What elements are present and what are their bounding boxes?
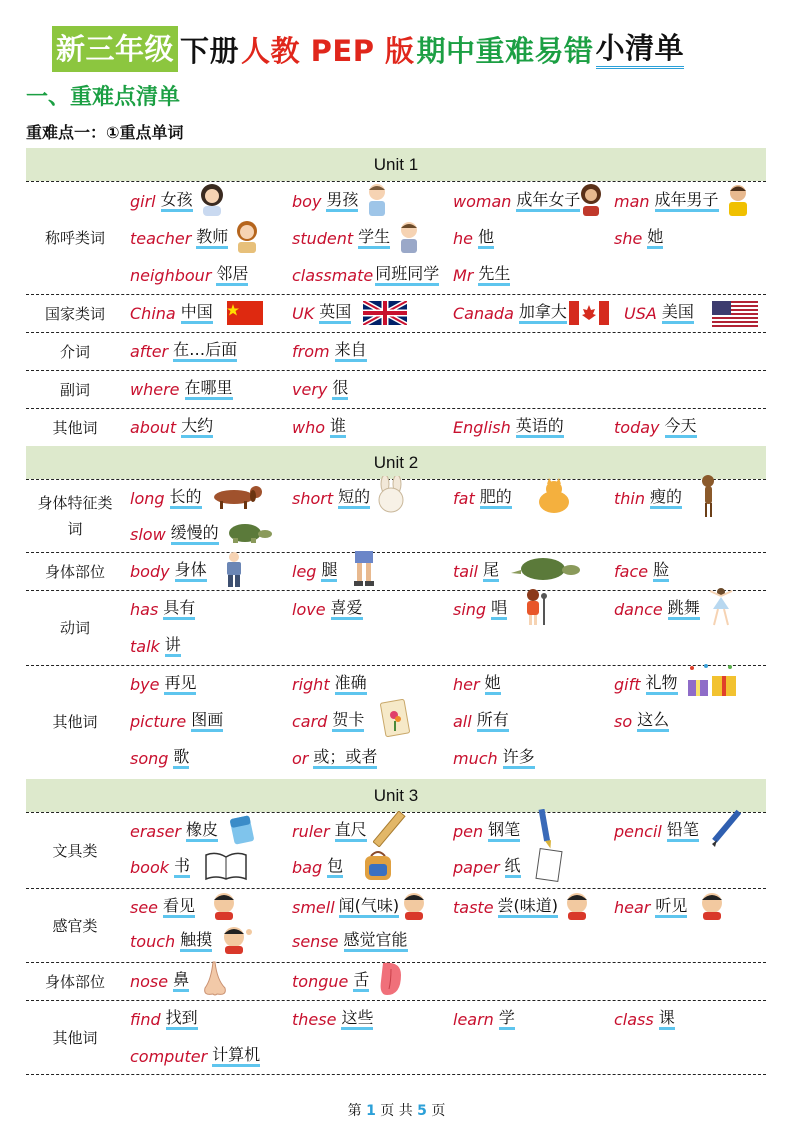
row-category: 身体特征类词 bbox=[37, 494, 113, 538]
word-zh: 课 bbox=[659, 1008, 675, 1030]
word-en: woman bbox=[453, 191, 512, 211]
word-en: computer bbox=[130, 1046, 208, 1066]
word-cell bbox=[130, 813, 258, 849]
word-cell bbox=[130, 849, 248, 885]
word-en: dance bbox=[614, 599, 663, 619]
word-en: Canada bbox=[453, 303, 514, 323]
word-zh: 学生 bbox=[358, 227, 390, 249]
word-en: these bbox=[292, 1009, 337, 1029]
table-row bbox=[26, 665, 766, 778]
word-en: has bbox=[130, 599, 159, 619]
word-cell bbox=[130, 628, 181, 664]
footer-suffix: 页 bbox=[431, 1103, 446, 1119]
word-zh: 成年女子 bbox=[516, 190, 580, 212]
teacher-icon bbox=[232, 219, 262, 257]
china-flag-icon bbox=[227, 301, 263, 325]
word-cell bbox=[614, 220, 663, 256]
word-zh: 身体 bbox=[175, 560, 207, 582]
word-zh: 来自 bbox=[335, 340, 367, 362]
uk-flag-icon bbox=[363, 301, 407, 325]
current-page-number: 1 bbox=[366, 1103, 376, 1119]
word-cell bbox=[614, 480, 720, 516]
word-cell bbox=[614, 183, 753, 219]
subheading: 重难点一：①重点单词 bbox=[26, 123, 184, 142]
word-en: pen bbox=[453, 821, 484, 841]
word-zh: 女孩 bbox=[161, 190, 193, 212]
girl-icon bbox=[197, 182, 227, 220]
word-zh: 具有 bbox=[163, 598, 195, 620]
word-zh: 成年男子 bbox=[655, 190, 719, 212]
word-cell bbox=[453, 183, 602, 219]
row-category: 文具类 bbox=[52, 841, 98, 860]
table-row bbox=[26, 962, 766, 1000]
word-zh: 计算机 bbox=[212, 1045, 260, 1067]
word-zh: 加拿大 bbox=[519, 302, 567, 324]
table-row bbox=[26, 552, 766, 590]
word-en: tail bbox=[453, 561, 478, 581]
word-en: touch bbox=[130, 931, 176, 951]
title-part-volume: 下册 bbox=[180, 33, 240, 68]
word-cell bbox=[453, 813, 556, 849]
row-category: 感官类 bbox=[52, 916, 98, 935]
table-row bbox=[26, 812, 766, 888]
word-cell bbox=[130, 703, 223, 739]
word-en: smell bbox=[292, 897, 335, 917]
word-cell bbox=[292, 257, 439, 293]
word-en: much bbox=[453, 748, 498, 768]
eraser-icon bbox=[228, 811, 258, 851]
word-zh: 喜爱 bbox=[331, 598, 363, 620]
word-zh: 男孩 bbox=[326, 190, 358, 212]
word-en: paper bbox=[453, 857, 500, 877]
card-icon bbox=[380, 699, 410, 743]
word-zh: 很 bbox=[332, 378, 348, 400]
tongue-icon bbox=[377, 961, 405, 1001]
word-en: taste bbox=[453, 897, 494, 917]
word-en: talk bbox=[130, 636, 160, 656]
man-icon bbox=[723, 182, 753, 220]
table-row bbox=[26, 888, 766, 962]
word-cell bbox=[130, 257, 248, 293]
word-en: thin bbox=[614, 488, 645, 508]
paper-icon bbox=[535, 847, 563, 887]
word-cell bbox=[130, 591, 195, 627]
word-cell bbox=[453, 409, 564, 445]
word-cell bbox=[614, 666, 742, 702]
word-zh: 教师 bbox=[196, 227, 228, 249]
word-cell bbox=[130, 963, 229, 999]
word-en: leg bbox=[292, 561, 317, 581]
section-heading: 一、重难点清单 bbox=[26, 85, 181, 110]
word-zh: 尝(味道) bbox=[498, 896, 559, 918]
word-en: who bbox=[292, 417, 326, 437]
word-en: he bbox=[453, 228, 473, 248]
word-cell bbox=[130, 295, 263, 331]
word-en: book bbox=[130, 857, 169, 877]
word-zh: 瘦的 bbox=[650, 487, 682, 509]
word-en: nose bbox=[130, 971, 169, 991]
word-cell bbox=[292, 666, 367, 702]
woman-icon bbox=[580, 182, 602, 220]
word-cell bbox=[292, 480, 408, 516]
word-en: class bbox=[614, 1009, 654, 1029]
table-bottom-border bbox=[26, 1074, 766, 1075]
word-cell bbox=[453, 553, 581, 589]
fat-cat-icon bbox=[536, 478, 572, 518]
word-cell bbox=[292, 553, 379, 589]
footer-prefix: 第 bbox=[347, 1103, 362, 1119]
word-en: girl bbox=[130, 191, 156, 211]
word-zh: 图画 bbox=[191, 710, 223, 732]
usa-flag-icon bbox=[712, 301, 758, 325]
word-cell bbox=[453, 849, 563, 885]
word-zh: 铅笔 bbox=[667, 820, 699, 842]
bag-icon bbox=[361, 848, 395, 886]
hear-icon bbox=[697, 890, 727, 924]
word-zh: 美国 bbox=[662, 302, 694, 324]
table-row bbox=[26, 370, 766, 408]
word-en: learn bbox=[453, 1009, 494, 1029]
table-row bbox=[26, 479, 766, 552]
word-cell bbox=[614, 813, 743, 849]
word-en: picture bbox=[130, 711, 187, 731]
word-en: tongue bbox=[292, 971, 349, 991]
word-cell bbox=[292, 333, 367, 369]
word-cell bbox=[130, 516, 273, 552]
word-cell bbox=[453, 1001, 515, 1037]
unit-3-bar: Unit 3 bbox=[26, 779, 766, 812]
student-icon bbox=[394, 219, 424, 257]
thin-dog-icon bbox=[696, 473, 720, 523]
word-zh: 大约 bbox=[181, 416, 213, 438]
word-en: see bbox=[130, 897, 159, 917]
row-category: 国家类词 bbox=[44, 304, 105, 323]
word-zh: 他 bbox=[478, 227, 494, 249]
word-cell bbox=[614, 409, 697, 445]
word-zh: 触摸 bbox=[180, 930, 212, 952]
word-zh: 中国 bbox=[181, 302, 213, 324]
word-en: classmate bbox=[292, 265, 374, 285]
touch-icon bbox=[220, 924, 254, 958]
word-cell bbox=[292, 813, 407, 849]
word-en: her bbox=[453, 674, 480, 694]
footer-middle: 页 共 bbox=[380, 1103, 413, 1119]
word-zh: 先生 bbox=[478, 264, 510, 286]
word-cell bbox=[292, 220, 424, 256]
word-cell bbox=[130, 409, 213, 445]
word-cell bbox=[292, 849, 395, 885]
word-en: English bbox=[453, 417, 511, 437]
book-icon bbox=[204, 849, 248, 885]
word-zh: 脸 bbox=[653, 560, 669, 582]
word-en: UK bbox=[292, 303, 315, 323]
word-en: so bbox=[614, 711, 633, 731]
boy-icon bbox=[362, 182, 392, 220]
word-zh: 看见 bbox=[163, 896, 195, 918]
word-zh: 学 bbox=[499, 1008, 515, 1030]
page-title bbox=[52, 26, 684, 72]
word-zh: 肥的 bbox=[480, 487, 512, 509]
turtle-icon bbox=[223, 520, 273, 548]
word-en: bye bbox=[130, 674, 160, 694]
word-zh: 或；或者 bbox=[313, 747, 377, 769]
word-zh: 腿 bbox=[321, 560, 337, 582]
word-cell bbox=[130, 923, 254, 959]
unit-2-bar: Unit 2 bbox=[26, 446, 766, 479]
word-cell bbox=[453, 740, 535, 776]
word-zh: 唱 bbox=[491, 598, 507, 620]
word-en: after bbox=[130, 341, 169, 361]
word-zh: 英语的 bbox=[516, 416, 564, 438]
word-zh: 鼻 bbox=[173, 970, 189, 992]
word-en: teacher bbox=[130, 228, 192, 248]
pencil-icon bbox=[709, 809, 743, 853]
word-cell bbox=[614, 703, 669, 739]
word-cell bbox=[292, 963, 405, 999]
word-zh: 同班同学 bbox=[375, 264, 439, 286]
word-en: man bbox=[614, 191, 650, 211]
row-category: 称呼类词 bbox=[44, 229, 105, 247]
word-cell bbox=[130, 553, 247, 589]
word-en: sing bbox=[453, 599, 487, 619]
word-cell bbox=[292, 295, 407, 331]
word-zh: 闻(气味) bbox=[339, 896, 400, 918]
word-zh: 包 bbox=[327, 856, 343, 878]
word-cell bbox=[453, 295, 609, 331]
word-en: long bbox=[130, 488, 165, 508]
word-cell bbox=[453, 480, 572, 516]
dancer-icon bbox=[704, 587, 738, 631]
word-zh: 直尺 bbox=[335, 820, 367, 842]
table-row bbox=[26, 1000, 766, 1075]
word-zh: 礼物 bbox=[646, 673, 678, 695]
word-cell bbox=[453, 666, 501, 702]
smell-icon bbox=[399, 890, 429, 924]
see-icon bbox=[209, 890, 239, 924]
row-category: 介词 bbox=[59, 342, 90, 361]
word-zh: 书 bbox=[174, 856, 190, 878]
word-en: very bbox=[292, 379, 328, 399]
word-cell bbox=[614, 889, 727, 925]
word-en: today bbox=[614, 417, 660, 437]
word-zh: 钢笔 bbox=[488, 820, 520, 842]
word-zh: 橡皮 bbox=[186, 820, 218, 842]
title-part-edition: 人教 PEP 版 bbox=[241, 33, 415, 68]
table-row bbox=[26, 590, 766, 665]
word-cell bbox=[130, 333, 237, 369]
word-cell bbox=[453, 591, 551, 627]
word-cell bbox=[292, 923, 408, 959]
table-row bbox=[26, 294, 766, 332]
word-cell bbox=[130, 183, 227, 219]
word-en: boy bbox=[292, 191, 322, 211]
word-cell bbox=[614, 553, 669, 589]
word-en: find bbox=[130, 1009, 161, 1029]
word-cell bbox=[130, 220, 262, 256]
word-en: student bbox=[292, 228, 354, 248]
singer-icon bbox=[521, 587, 551, 631]
word-en: short bbox=[292, 488, 334, 508]
word-en: or bbox=[292, 748, 309, 768]
turtle-tail-icon bbox=[511, 554, 581, 588]
row-category: 其他词 bbox=[52, 1029, 98, 1047]
word-en: right bbox=[292, 674, 330, 694]
word-zh: 尾 bbox=[483, 560, 499, 582]
word-en: where bbox=[130, 379, 180, 399]
word-cell bbox=[292, 1001, 373, 1037]
word-cell bbox=[292, 591, 363, 627]
word-zh: 长的 bbox=[170, 487, 202, 509]
word-en: pencil bbox=[614, 821, 662, 841]
word-zh: 这么 bbox=[637, 710, 669, 732]
row-category: 其他词 bbox=[52, 418, 98, 437]
word-en: song bbox=[130, 748, 169, 768]
title-part-list: 小清单 bbox=[596, 30, 685, 69]
rabbit-icon bbox=[374, 476, 408, 520]
word-cell bbox=[292, 740, 377, 776]
word-zh: 贺卡 bbox=[332, 710, 364, 732]
word-zh: 今天 bbox=[665, 416, 697, 438]
taste-icon bbox=[562, 890, 592, 924]
word-en: eraser bbox=[130, 821, 181, 841]
word-zh: 邻居 bbox=[216, 264, 248, 286]
word-en: from bbox=[292, 341, 330, 361]
ruler-icon bbox=[373, 811, 407, 851]
word-cell bbox=[292, 889, 429, 925]
word-zh: 短的 bbox=[338, 487, 370, 509]
word-en: body bbox=[130, 561, 170, 581]
word-zh: 再见 bbox=[164, 673, 196, 695]
word-cell bbox=[292, 183, 392, 219]
word-cell bbox=[130, 1001, 198, 1037]
title-part-grade: 新三年级 bbox=[52, 26, 178, 72]
word-cell bbox=[130, 666, 196, 702]
word-en: she bbox=[614, 228, 643, 248]
word-zh: 歌 bbox=[173, 747, 189, 769]
word-cell bbox=[130, 1038, 260, 1074]
word-zh: 跳舞 bbox=[668, 598, 700, 620]
word-cell bbox=[292, 409, 346, 445]
page-footer bbox=[0, 1100, 793, 1120]
word-en: sense bbox=[292, 931, 339, 951]
word-cell bbox=[453, 889, 592, 925]
table-row bbox=[26, 332, 766, 370]
word-zh: 在…后面 bbox=[173, 340, 237, 362]
word-cell bbox=[292, 703, 410, 739]
row-category: 副词 bbox=[59, 380, 90, 399]
table-row bbox=[26, 408, 766, 446]
word-cell bbox=[130, 889, 239, 925]
word-zh: 谁 bbox=[330, 416, 346, 438]
word-en: USA bbox=[624, 303, 657, 323]
gift-icon bbox=[682, 662, 742, 706]
total-pages-number: 5 bbox=[417, 1103, 427, 1119]
word-cell bbox=[130, 740, 189, 776]
word-cell bbox=[453, 220, 494, 256]
word-zh: 英国 bbox=[319, 302, 351, 324]
row-category: 其他词 bbox=[52, 713, 98, 731]
word-zh: 讲 bbox=[165, 635, 181, 657]
word-en: fat bbox=[453, 488, 475, 508]
word-en: neighbour bbox=[130, 265, 212, 285]
word-zh: 她 bbox=[647, 227, 663, 249]
nose-icon bbox=[199, 960, 229, 1002]
row-category: 身体部位 bbox=[44, 562, 105, 581]
word-zh: 准确 bbox=[335, 673, 367, 695]
word-cell bbox=[624, 295, 758, 331]
row-category: 动词 bbox=[59, 619, 90, 637]
word-zh: 舌 bbox=[353, 970, 369, 992]
word-zh: 纸 bbox=[505, 856, 521, 878]
word-cell bbox=[130, 371, 233, 407]
word-en: love bbox=[292, 599, 326, 619]
word-cell bbox=[453, 257, 510, 293]
word-cell bbox=[614, 1001, 675, 1037]
word-en: about bbox=[130, 417, 177, 437]
body-icon bbox=[221, 551, 247, 591]
unit-1-bar: Unit 1 bbox=[26, 148, 766, 181]
word-en: ruler bbox=[292, 821, 330, 841]
word-zh: 许多 bbox=[503, 747, 535, 769]
word-cell bbox=[453, 703, 509, 739]
word-zh: 找到 bbox=[166, 1008, 198, 1030]
dachshund-icon bbox=[206, 481, 262, 515]
word-en: bag bbox=[292, 857, 323, 877]
word-en: China bbox=[130, 303, 176, 323]
word-en: face bbox=[614, 561, 649, 581]
word-en: slow bbox=[130, 524, 166, 544]
word-cell bbox=[614, 591, 738, 627]
word-zh: 感觉官能 bbox=[344, 930, 408, 952]
leg-icon bbox=[349, 551, 379, 591]
word-zh: 在哪里 bbox=[185, 378, 233, 400]
row-category: 身体部位 bbox=[44, 972, 105, 991]
word-en: hear bbox=[614, 897, 651, 917]
word-zh: 听见 bbox=[655, 896, 687, 918]
word-zh: 缓慢的 bbox=[171, 523, 219, 545]
title-part-topic: 期中重难易错 bbox=[416, 33, 594, 68]
canada-flag-icon bbox=[569, 301, 609, 325]
word-cell bbox=[130, 480, 262, 516]
word-zh: 她 bbox=[485, 673, 501, 695]
table-row bbox=[26, 181, 766, 294]
word-en: gift bbox=[614, 674, 641, 694]
word-en: all bbox=[453, 711, 472, 731]
word-zh: 这些 bbox=[341, 1008, 373, 1030]
word-cell bbox=[292, 371, 348, 407]
word-en: card bbox=[292, 711, 328, 731]
word-en: Mr bbox=[453, 265, 474, 285]
word-zh: 所有 bbox=[477, 710, 509, 732]
